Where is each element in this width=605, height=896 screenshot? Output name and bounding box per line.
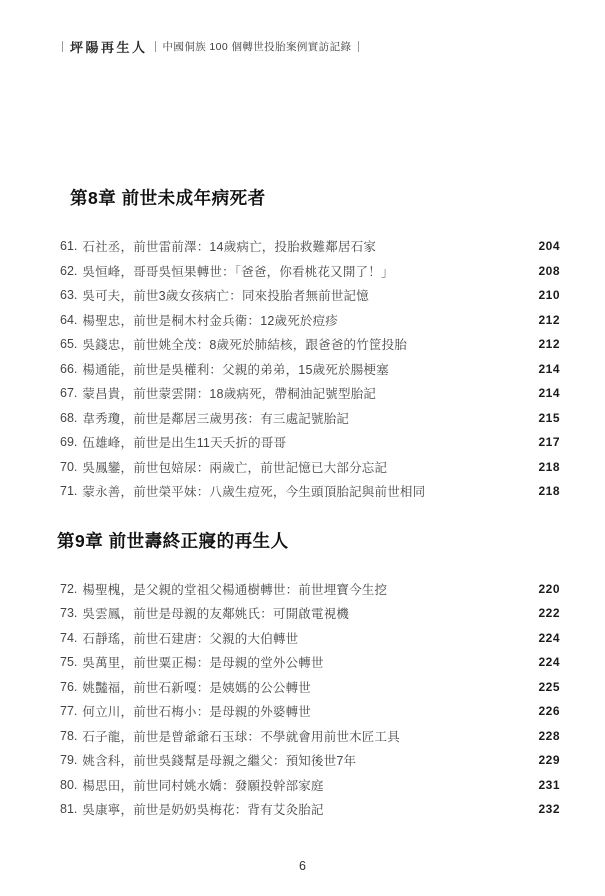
entry-number: 73. [60, 606, 78, 621]
entry-text: 吳萬里，前世粟正楊：是母親的堂外公轉世 [82, 656, 324, 671]
chapter-title: 第9章 前世壽終正寢的再生人 [57, 530, 289, 551]
entry-text: 吳雲鳳，前世是母親的友鄰姚氏：可開啟電視機 [82, 607, 350, 622]
entry-page-number: 220 [538, 581, 560, 596]
divider [358, 41, 359, 52]
entry-page-number: 224 [538, 655, 560, 670]
entry-page-number: 225 [538, 679, 560, 694]
toc-entry [0, 650, 605, 675]
toc-entry [0, 626, 605, 651]
entry-page-number: 214 [538, 361, 560, 376]
entry-page-number: 228 [538, 728, 560, 743]
entry-text: 石社丞，前世雷前澤：14歲病亡，投胎救難鄰居石家 [82, 240, 377, 255]
entry-number: 75. [60, 655, 78, 670]
toc-entry [0, 773, 605, 798]
toc-entry [0, 797, 605, 822]
entry-number: 69. [60, 435, 78, 450]
page-number: 6 [299, 859, 306, 873]
book-title: 坪陽再生人 [70, 40, 148, 55]
entry-number: 70. [60, 459, 78, 474]
chapter-entries [0, 234, 605, 504]
toc-entry [0, 357, 605, 382]
entry-number: 71. [60, 484, 78, 499]
toc-entry [0, 283, 605, 308]
entry-text: 石靜瑤，前世石建唐：父親的大伯轉世 [82, 631, 299, 646]
entry-text: 姚豔福，前世石新嘎：是姨媽的公公轉世 [82, 680, 311, 695]
toc-entry [0, 601, 605, 626]
entry-number: 68. [60, 410, 78, 425]
entry-number: 74. [60, 630, 78, 645]
book-subtitle: 中國侗族 100 個轉世投胎案例實訪記錄 [162, 41, 352, 53]
entry-number: 72. [60, 581, 78, 596]
entry-text: 楊聖忠，前世是桐木村金兵衛：12歲死於痘疹 [82, 313, 338, 328]
toc-entry [0, 748, 605, 773]
entry-page-number: 212 [538, 312, 560, 327]
toc-entry [0, 381, 605, 406]
entry-number: 81. [60, 802, 78, 817]
entry-page-number: 218 [538, 459, 560, 474]
toc-entry [0, 234, 605, 259]
entry-number: 64. [60, 312, 78, 327]
entry-page-number: 215 [538, 410, 560, 425]
entry-page-number: 224 [538, 630, 560, 645]
toc-entry [0, 724, 605, 749]
entry-page-number: 222 [538, 606, 560, 621]
entry-page-number: 217 [538, 435, 560, 450]
divider [62, 41, 63, 52]
entry-page-number: 214 [538, 386, 560, 401]
entry-number: 66. [60, 361, 78, 376]
chapter-entries [0, 577, 605, 822]
toc-entry [0, 479, 605, 504]
entry-text: 吳鳳鑾，前世包婄尿：兩歲亡，前世記憶已大部分忘記 [82, 460, 388, 475]
chapter-section [0, 188, 605, 504]
entry-page-number: 212 [538, 337, 560, 352]
entry-text: 楊通能，前世是吳權利：父親的弟弟，15歲死於腸梗塞 [82, 362, 389, 377]
entry-number: 67. [60, 386, 78, 401]
entry-page-number: 208 [538, 263, 560, 278]
entry-number: 78. [60, 728, 78, 743]
entry-text: 石子龍，前世是曾爺爺石玉球：不學就會用前世木匠工具 [82, 729, 400, 744]
entry-number: 80. [60, 777, 78, 792]
entry-text: 伍雄峰，前世是出生11天夭折的哥哥 [82, 436, 287, 451]
entry-number: 61. [60, 239, 78, 254]
divider [155, 41, 156, 52]
toc-content [0, 188, 605, 822]
entry-page-number: 231 [538, 777, 560, 792]
entry-text: 吳康寧，前世是奶奶吳梅花：背有艾灸胎記 [82, 803, 324, 818]
entry-number: 77. [60, 704, 78, 719]
entry-text: 姚含科，前世吳錢幫是母親之繼父：預知後世7年 [82, 754, 357, 769]
entry-number: 63. [60, 288, 78, 303]
chapter-section [0, 531, 605, 822]
entry-text: 吳恒峰，哥哥吳恒果轉世：「爸爸，你看桃花又開了！」 [82, 264, 394, 279]
toc-entry [0, 406, 605, 431]
entry-text: 吳錢忠，前世姚全茂：8歲死於肺結核，跟爸爸的竹筐投胎 [82, 338, 408, 353]
entry-page-number: 210 [538, 288, 560, 303]
entry-page-number: 232 [538, 802, 560, 817]
toc-entry [0, 308, 605, 333]
entry-page-number: 218 [538, 484, 560, 499]
toc-entry [0, 259, 605, 284]
toc-entry [0, 332, 605, 357]
toc-entry [0, 675, 605, 700]
entry-text: 楊思田，前世同村姚水嬌：發願投幹部家庭 [82, 778, 324, 793]
running-head [62, 37, 359, 56]
entry-number: 65. [60, 337, 78, 352]
entry-text: 楊聖槐，是父親的堂祖父楊通樹轉世：前世埋寶今生挖 [82, 582, 388, 597]
toc-entry [0, 577, 605, 602]
entry-text: 何立川，前世石梅小：是母親的外婆轉世 [82, 705, 311, 720]
entry-text: 吳可夫，前世3歲女孩病亡：同來投胎者無前世記憶 [82, 289, 369, 304]
page-footer [0, 859, 605, 873]
toc-entry [0, 430, 605, 455]
chapter-title: 第8章 前世未成年病死者 [70, 188, 266, 208]
entry-number: 79. [60, 753, 78, 768]
toc-entry [0, 699, 605, 724]
entry-page-number: 204 [538, 239, 560, 254]
entry-text: 蒙昌貴，前世蒙雲開：18歲病死，帶桐油記號型胎記 [82, 387, 377, 402]
entry-number: 76. [60, 679, 78, 694]
entry-page-number: 226 [538, 704, 560, 719]
entry-text: 韋秀瓊，前世是鄰居三歲男孩：有三處記號胎記 [82, 411, 350, 426]
entry-page-number: 229 [538, 753, 560, 768]
entry-number: 62. [60, 263, 78, 278]
entry-text: 蒙永善，前世榮平妹：八歲生痘死，今生頭頂胎記與前世相同 [82, 485, 426, 500]
toc-entry [0, 455, 605, 480]
